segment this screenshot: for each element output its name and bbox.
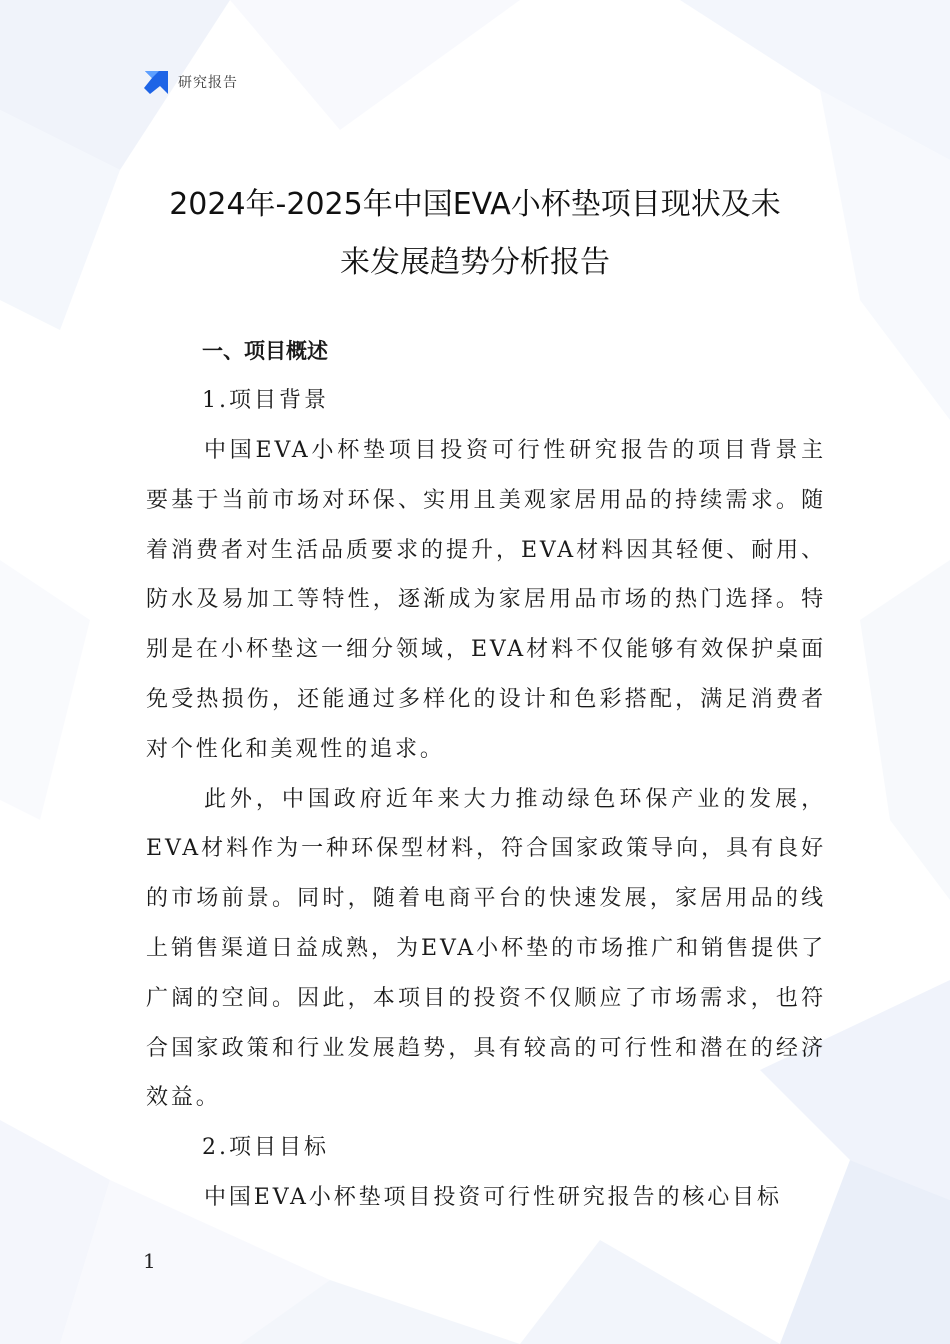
section-heading: 一、项目概述 [202, 339, 328, 363]
paragraph-goals: 中国EVA小杯垫项目投资可行性研究报告的核心目标 [204, 1185, 782, 1211]
sub-heading-goals: 2.项目目标 [202, 1135, 329, 1161]
paragraph-policy: 此外，中国政府近年来大力推动绿色环保产业的发展，EVA材料作为一种环保型材料，符合国家政策导向，具有良好的市场前景。同时，随着电商平台的快速发展，家居用品的线上销售渠道日益成熟，为EVA小杯垫的市场推广和销售提供了广阔的空间。因此，本项目的投资不仅顺应了市场需求，也符合国家政策和行业发展趋势，具有较高的可行性和潜在的经济效益。 [146, 786, 826, 1111]
document-body [146, 326, 826, 1223]
header-label: 研究报告 [178, 75, 238, 91]
title-line-2: 来发展趋势分析报告 [340, 245, 610, 280]
sub-heading-background: 1.项目背景 [202, 388, 329, 413]
page-number: 1 [143, 1249, 156, 1273]
page-title [120, 176, 830, 292]
arrow-up-right-icon [143, 69, 169, 95]
report-header [143, 68, 238, 96]
paragraph-background: 中国EVA小杯垫项目投资可行性研究报告的项目背景主要基于当前市场对环保、实用且美观家居用品的持续需求。随着消费者对生活品质要求的提升，EVA材料因其轻便、耐用、防水及易加工等特性，逐渐成为家居用品市场的热门选择。特别是在小杯垫这一细分领域，EVA材料不仅能够有效保护桌面免受热损伤，还能通过多样化的设计和色彩搭配，满足消费者对个性化和美观性的追求。 [146, 438, 826, 762]
title-line-1: 2024年-2025年中国EVA小杯垫项目现状及未 [169, 187, 781, 222]
